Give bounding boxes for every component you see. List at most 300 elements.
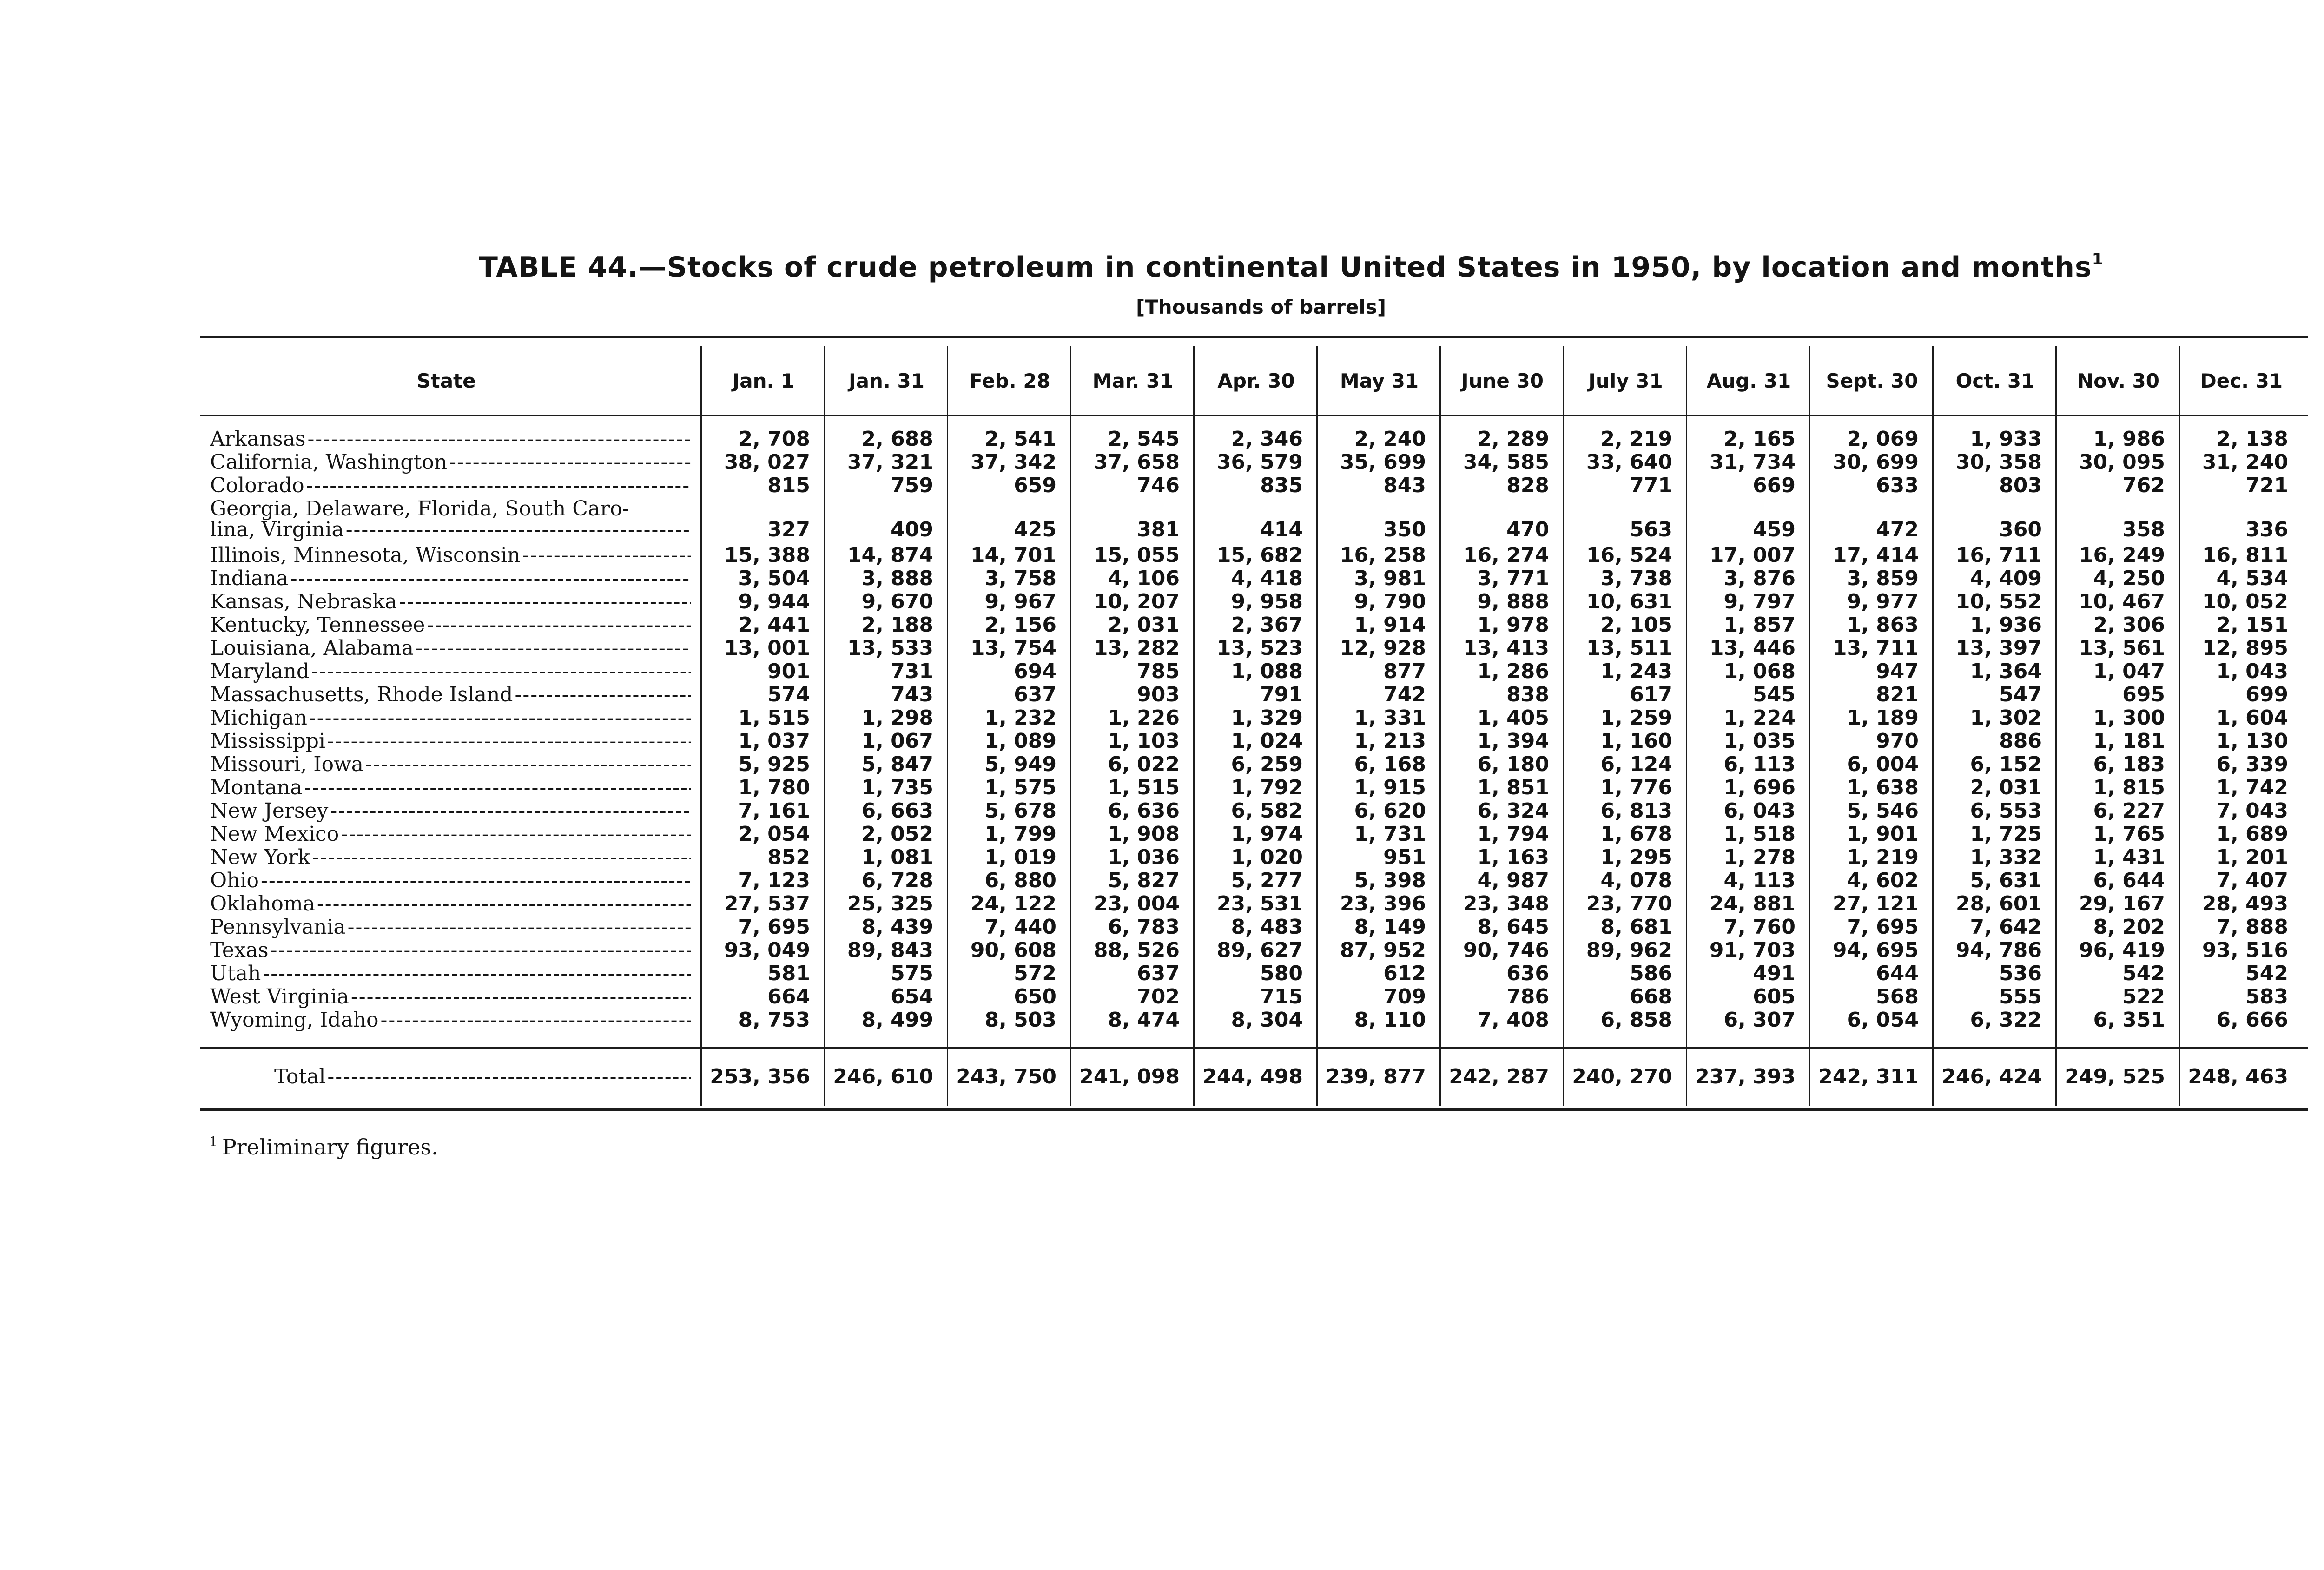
- table-cell: 491: [1753, 962, 1796, 985]
- table-cell: 970: [1876, 729, 1919, 753]
- table-cell: 2, 545: [1108, 427, 1180, 451]
- table-cell: 1, 364: [1970, 660, 2042, 683]
- table-cell: 580: [1260, 962, 1303, 985]
- table-cell: 1, 857: [1723, 613, 1796, 637]
- row-label: Ohio -----: [210, 869, 691, 892]
- table-cell: 7, 642: [1970, 915, 2042, 939]
- table-cell: 13, 446: [1709, 636, 1796, 660]
- table-cell: 1, 035: [1723, 729, 1796, 753]
- table-cell: 1, 515: [738, 706, 810, 730]
- table-cell: 24, 881: [1709, 892, 1796, 916]
- table-cell: 3, 876: [1723, 567, 1796, 590]
- table-cell: 1, 226: [1108, 706, 1180, 730]
- table-cell: 2, 105: [1600, 613, 1672, 637]
- table-cell: 545: [1753, 683, 1796, 706]
- table-cell: 1, 081: [861, 845, 933, 869]
- table-cell: 542: [2245, 962, 2288, 985]
- table-row: [0, 962, 2324, 985]
- table-cell: 721: [2245, 474, 2288, 497]
- table-cell: 6, 113: [1723, 752, 1796, 776]
- table-cell: 327: [767, 518, 810, 541]
- table-cell: 785: [1137, 660, 1180, 683]
- table-cell: 7, 695: [1847, 915, 1919, 939]
- table-cell: 37, 658: [1093, 450, 1180, 474]
- row-label: lina, Virginia -----: [210, 518, 691, 541]
- table-cell: 1, 298: [861, 706, 933, 730]
- footnote: [209, 1134, 438, 1160]
- row-label: Michigan -----: [210, 706, 691, 730]
- table-row: [0, 637, 2324, 660]
- row-label: Georgia, Delaware, Florida, South Caro-: [210, 497, 629, 521]
- table-cell: 6, 666: [2216, 1008, 2288, 1032]
- table-row: [0, 939, 2324, 962]
- table-cell: 1, 302: [1970, 706, 2042, 730]
- table-cell: 8, 503: [984, 1008, 1056, 1032]
- table-cell: 2, 346: [1231, 427, 1303, 451]
- table-cell: 23, 770: [1586, 892, 1672, 916]
- table-cell: 14, 701: [970, 543, 1056, 567]
- table-cell: 15, 682: [1216, 543, 1303, 567]
- table-cell: 1, 792: [1231, 776, 1303, 799]
- table-cell: 1, 089: [984, 729, 1056, 753]
- table-cell: 1, 431: [2093, 845, 2165, 869]
- table-cell: 9, 670: [861, 590, 933, 613]
- table-cell: 2, 541: [984, 427, 1056, 451]
- table-row: [0, 660, 2324, 683]
- table-cell: 637: [1137, 962, 1180, 985]
- table-cell: 93, 516: [2202, 938, 2288, 962]
- total-cell: 246, 424: [1941, 1065, 2042, 1088]
- table-cell: 13, 533: [847, 636, 933, 660]
- table-cell: 1, 678: [1600, 822, 1672, 846]
- table-cell: 664: [767, 985, 810, 1009]
- table-cell: 10, 052: [2202, 590, 2288, 613]
- table-cell: 5, 398: [1354, 869, 1426, 892]
- total-row: [0, 1065, 2324, 1088]
- table-cell: 25, 325: [847, 892, 933, 916]
- table-cell: 409: [891, 518, 933, 541]
- row-label: Montana -----: [210, 776, 691, 799]
- table-cell: 8, 110: [1354, 1008, 1426, 1032]
- table-cell: 8, 681: [1600, 915, 1672, 939]
- table-cell: 715: [1260, 985, 1303, 1009]
- table-cell: 8, 483: [1231, 915, 1303, 939]
- table-cell: 3, 738: [1600, 567, 1672, 590]
- table-cell: 91, 703: [1709, 938, 1796, 962]
- table-cell: 572: [1014, 962, 1056, 985]
- table-cell: 568: [1876, 985, 1919, 1009]
- table-cell: 472: [1876, 518, 1919, 541]
- total-cell: 239, 877: [1326, 1065, 1426, 1088]
- table-cell: 350: [1383, 518, 1426, 541]
- total-cell: 248, 463: [2188, 1065, 2288, 1088]
- table-cell: 617: [1630, 683, 1672, 706]
- table-cell: 8, 645: [1477, 915, 1549, 939]
- table-cell: 1, 765: [2093, 822, 2165, 846]
- table-cell: 12, 895: [2202, 636, 2288, 660]
- table-cell: 8, 149: [1354, 915, 1426, 939]
- table-row: [0, 823, 2324, 846]
- table-cell: 8, 304: [1231, 1008, 1303, 1032]
- table-cell: 2, 188: [861, 613, 933, 637]
- table-cell: 1, 815: [2093, 776, 2165, 799]
- table-cell: 1, 696: [1723, 776, 1796, 799]
- table-cell: 93, 049: [724, 938, 810, 962]
- table-cell: 3, 771: [1477, 567, 1549, 590]
- table-cell: 1, 780: [738, 776, 810, 799]
- table-cell: 88, 526: [1093, 938, 1180, 962]
- table-cell: 1, 799: [984, 822, 1056, 846]
- table-cell: 742: [1383, 683, 1426, 706]
- row-label: Indiana -----: [210, 567, 691, 590]
- row-label: Massachusetts, Rhode Island -----: [210, 683, 691, 706]
- table-cell: 23, 004: [1093, 892, 1180, 916]
- column-header: June 30: [1461, 369, 1544, 392]
- column-header: Nov. 30: [2077, 369, 2159, 392]
- table-cell: 1, 515: [1108, 776, 1180, 799]
- table-cell: 15, 055: [1093, 543, 1180, 567]
- total-cell: 242, 311: [1818, 1065, 1919, 1088]
- row-label: West Virginia -----: [210, 985, 691, 1009]
- table-cell: 8, 753: [738, 1008, 810, 1032]
- column-header: May 31: [1340, 369, 1419, 392]
- table-cell: 6, 183: [2093, 752, 2165, 776]
- table-cell: 6, 783: [1108, 915, 1180, 939]
- total-cell: 246, 610: [833, 1065, 933, 1088]
- table-cell: 9, 888: [1477, 590, 1549, 613]
- table-row: [0, 683, 2324, 706]
- table-cell: 1, 331: [1354, 706, 1426, 730]
- table-cell: 9, 790: [1354, 590, 1426, 613]
- table-cell: 1, 908: [1108, 822, 1180, 846]
- table-cell: 4, 418: [1231, 567, 1303, 590]
- table-cell: 1, 219: [1847, 845, 1919, 869]
- table-cell: 425: [1014, 518, 1056, 541]
- table-cell: 1, 232: [984, 706, 1056, 730]
- table-cell: 459: [1753, 518, 1796, 541]
- table-cell: 360: [1999, 518, 2042, 541]
- table-cell: 4, 987: [1477, 869, 1549, 892]
- table-cell: 574: [767, 683, 810, 706]
- table-cell: 4, 409: [1970, 567, 2042, 590]
- table-cell: 6, 663: [861, 799, 933, 823]
- table-cell: 1, 604: [2216, 706, 2288, 730]
- table-cell: 3, 888: [861, 567, 933, 590]
- table-cell: 886: [1999, 729, 2042, 753]
- table-cell: 694: [1014, 660, 1056, 683]
- table-row: [0, 518, 2324, 541]
- table-cell: 35, 699: [1340, 450, 1426, 474]
- table-cell: 16, 249: [2079, 543, 2165, 567]
- table-row: [0, 730, 2324, 753]
- row-label: Arkansas -----: [210, 428, 691, 451]
- table-cell: 30, 358: [1955, 450, 2042, 474]
- table-cell: 6, 728: [861, 869, 933, 892]
- row-label: Maryland -----: [210, 660, 691, 683]
- row-label: Louisiana, Alabama -----: [210, 637, 691, 660]
- table-cell: 947: [1876, 660, 1919, 683]
- table-cell: 575: [891, 962, 933, 985]
- table-cell: 23, 396: [1340, 892, 1426, 916]
- table-row: [0, 1009, 2324, 1032]
- table-cell: 16, 524: [1586, 543, 1672, 567]
- table-cell: 6, 553: [1970, 799, 2042, 823]
- table-cell: 7, 408: [1477, 1008, 1549, 1032]
- table-cell: 3, 859: [1847, 567, 1919, 590]
- table-cell: 542: [2122, 962, 2165, 985]
- table-row: [0, 916, 2324, 939]
- table-cell: 6, 152: [1970, 752, 2042, 776]
- table-cell: 89, 627: [1216, 938, 1303, 962]
- table-cell: 30, 095: [2079, 450, 2165, 474]
- table-row: [0, 544, 2324, 567]
- table-cell: 1, 405: [1477, 706, 1549, 730]
- table-cell: 6, 124: [1600, 752, 1672, 776]
- table-cell: 1, 189: [1847, 706, 1919, 730]
- table-cell: 4, 078: [1600, 869, 1672, 892]
- table-cell: 583: [2245, 985, 2288, 1009]
- table-cell: 90, 608: [970, 938, 1056, 962]
- table-cell: 87, 952: [1340, 938, 1426, 962]
- table-cell: 650: [1014, 985, 1056, 1009]
- table-cell: 37, 321: [847, 450, 933, 474]
- table-cell: 612: [1383, 962, 1426, 985]
- table-cell: 4, 106: [1108, 567, 1180, 590]
- table-cell: 90, 746: [1463, 938, 1549, 962]
- table-cell: 7, 407: [2216, 869, 2288, 892]
- table-cell: 14, 874: [847, 543, 933, 567]
- table-row: [0, 613, 2324, 637]
- column-header: Oct. 31: [1955, 369, 2035, 392]
- table-cell: 6, 259: [1231, 752, 1303, 776]
- table-cell: 16, 258: [1340, 543, 1426, 567]
- table-cell: 13, 561: [2079, 636, 2165, 660]
- table-cell: 13, 282: [1093, 636, 1180, 660]
- table-cell: 2, 069: [1847, 427, 1919, 451]
- row-label: New Mexico -----: [210, 823, 691, 846]
- table-cell: 5, 847: [861, 752, 933, 776]
- table-cell: 771: [1630, 474, 1672, 497]
- table-cell: 746: [1137, 474, 1180, 497]
- table-cell: 23, 348: [1463, 892, 1549, 916]
- table-cell: 1, 689: [2216, 822, 2288, 846]
- table-cell: 695: [2122, 683, 2165, 706]
- column-header: Dec. 31: [2200, 369, 2283, 392]
- table-cell: 555: [1999, 985, 2042, 1009]
- table-cell: 1, 181: [2093, 729, 2165, 753]
- table-cell: 1, 067: [861, 729, 933, 753]
- table-cell: 1, 213: [1354, 729, 1426, 753]
- table-cell: 27, 537: [724, 892, 810, 916]
- table-cell: 7, 760: [1723, 915, 1796, 939]
- table-cell: 1, 518: [1723, 822, 1796, 846]
- column-header: July 31: [1588, 369, 1663, 392]
- table-cell: 470: [1506, 518, 1549, 541]
- table-cell: 28, 601: [1955, 892, 2042, 916]
- table-cell: 1, 259: [1600, 706, 1672, 730]
- row-label: New York -----: [210, 846, 691, 869]
- table-cell: 586: [1630, 962, 1672, 985]
- table-cell: 1, 024: [1231, 729, 1303, 753]
- table-cell: 951: [1383, 845, 1426, 869]
- table-cell: 3, 758: [984, 567, 1056, 590]
- table-cell: 1, 974: [1231, 822, 1303, 846]
- table-cell: 38, 027: [724, 450, 810, 474]
- table-cell: 1, 851: [1477, 776, 1549, 799]
- table-cell: 6, 813: [1600, 799, 1672, 823]
- table-cell: 1, 742: [2216, 776, 2288, 799]
- table-cell: 668: [1630, 985, 1672, 1009]
- table-cell: 17, 414: [1832, 543, 1919, 567]
- row-label: Kansas, Nebraska -----: [210, 590, 691, 613]
- table-cell: 1, 776: [1600, 776, 1672, 799]
- total-cell: 244, 498: [1202, 1065, 1303, 1088]
- table-cell: 6, 307: [1723, 1008, 1796, 1032]
- table-cell: 7, 695: [738, 915, 810, 939]
- table-cell: 13, 413: [1463, 636, 1549, 660]
- table-cell: 654: [891, 985, 933, 1009]
- table-cell: 5, 949: [984, 752, 1056, 776]
- table-cell: 3, 981: [1354, 567, 1426, 590]
- total-cell: 243, 750: [956, 1065, 1056, 1088]
- total-cell: 240, 270: [1572, 1065, 1672, 1088]
- table-cell: 669: [1753, 474, 1796, 497]
- stub-header: State: [416, 369, 476, 392]
- table-cell: 709: [1383, 985, 1426, 1009]
- table-cell: 838: [1506, 683, 1549, 706]
- table-cell: 1, 863: [1847, 613, 1919, 637]
- table-cell: 414: [1260, 518, 1303, 541]
- table-cell: 2, 219: [1600, 427, 1672, 451]
- table-cell: 636: [1506, 962, 1549, 985]
- table-cell: 1, 160: [1600, 729, 1672, 753]
- table-cell: 6, 636: [1108, 799, 1180, 823]
- table-cell: 1, 731: [1354, 822, 1426, 846]
- table-cell: 36, 579: [1216, 450, 1303, 474]
- table-cell: 6, 339: [2216, 752, 2288, 776]
- table-row: [0, 451, 2324, 474]
- table-cell: 17, 007: [1709, 543, 1796, 567]
- table-row: [0, 428, 2324, 451]
- table-cell: 15, 388: [724, 543, 810, 567]
- column-header: Jan. 1: [732, 369, 795, 392]
- table-cell: 12, 928: [1340, 636, 1426, 660]
- table-cell: 7, 123: [738, 869, 810, 892]
- table-cell: 1, 295: [1600, 845, 1672, 869]
- table-cell: 37, 342: [970, 450, 1056, 474]
- table-cell: 815: [767, 474, 810, 497]
- column-header: Feb. 28: [969, 369, 1050, 392]
- table-cell: 16, 711: [1955, 543, 2042, 567]
- table-cell: 852: [767, 845, 810, 869]
- table-cell: 10, 207: [1093, 590, 1180, 613]
- table-cell: 8, 202: [2093, 915, 2165, 939]
- table-cell: 13, 397: [1955, 636, 2042, 660]
- table-cell: 3, 504: [738, 567, 810, 590]
- table-cell: 5, 678: [984, 799, 1056, 823]
- total-cell: 237, 393: [1695, 1065, 1796, 1088]
- table-cell: 34, 585: [1463, 450, 1549, 474]
- table-cell: 743: [891, 683, 933, 706]
- table-cell: 786: [1506, 985, 1549, 1009]
- column-header: Jan. 31: [849, 369, 924, 392]
- table-cell: 1, 725: [1970, 822, 2042, 846]
- table-cell: 9, 797: [1723, 590, 1796, 613]
- row-label: Illinois, Minnesota, Wisconsin -----: [210, 544, 691, 567]
- table-cell: 1, 914: [1354, 613, 1426, 637]
- table-cell: 2, 708: [738, 427, 810, 451]
- table-cell: 6, 644: [2093, 869, 2165, 892]
- table-cell: 2, 054: [738, 822, 810, 846]
- table-cell: 5, 546: [1847, 799, 1919, 823]
- table-cell: 877: [1383, 660, 1426, 683]
- table-cell: 1, 088: [1231, 660, 1303, 683]
- table-cell: 1, 300: [2093, 706, 2165, 730]
- table-cell: 1, 394: [1477, 729, 1549, 753]
- table-subtitle: [Thousands of barrels]: [1136, 296, 1386, 318]
- table-cell: 336: [2245, 518, 2288, 541]
- table-cell: 2, 165: [1723, 427, 1796, 451]
- table-cell: 2, 156: [984, 613, 1056, 637]
- footnote-text: Preliminary figures.: [222, 1135, 438, 1160]
- table-cell: 1, 286: [1477, 660, 1549, 683]
- table-cell: 2, 031: [1970, 776, 2042, 799]
- table-cell: 1, 933: [1970, 427, 2042, 451]
- column-header: Apr. 30: [1217, 369, 1295, 392]
- table-row: [0, 776, 2324, 799]
- footnote-mark: 1: [209, 1134, 218, 1149]
- table-cell: 5, 827: [1108, 869, 1180, 892]
- total-cell: 242, 287: [1449, 1065, 1549, 1088]
- table-cell: 2, 289: [1477, 427, 1549, 451]
- table-row: [0, 892, 2324, 916]
- total-cell: 253, 356: [710, 1065, 810, 1088]
- row-label: California, Washington -----: [210, 451, 691, 474]
- table-cell: 731: [891, 660, 933, 683]
- table-cell: 637: [1014, 683, 1056, 706]
- table-cell: 1, 068: [1723, 660, 1796, 683]
- table-cell: 8, 439: [861, 915, 933, 939]
- table-row: [0, 590, 2324, 613]
- table-cell: 903: [1137, 683, 1180, 706]
- table-cell: 1, 047: [2093, 660, 2165, 683]
- table-cell: 702: [1137, 985, 1180, 1009]
- table-cell: 5, 925: [738, 752, 810, 776]
- table-cell: 6, 004: [1847, 752, 1919, 776]
- table-cell: 1, 915: [1354, 776, 1426, 799]
- table-cell: 1, 037: [738, 729, 810, 753]
- table-cell: 1, 043: [2216, 660, 2288, 683]
- table-cell: 23, 531: [1216, 892, 1303, 916]
- table-cell: 28, 493: [2202, 892, 2288, 916]
- table-cell: 7, 043: [2216, 799, 2288, 823]
- table-cell: 6, 880: [984, 869, 1056, 892]
- table-cell: 1, 638: [1847, 776, 1919, 799]
- table-cell: 16, 811: [2202, 543, 2288, 567]
- table-cell: 6, 322: [1970, 1008, 2042, 1032]
- table-cell: 94, 695: [1832, 938, 1919, 962]
- table-cell: 2, 306: [2093, 613, 2165, 637]
- table-cell: 16, 274: [1463, 543, 1549, 567]
- table-cell: 1, 936: [1970, 613, 2042, 637]
- table-cell: 8, 499: [861, 1008, 933, 1032]
- table-cell: 5, 277: [1231, 869, 1303, 892]
- table-cell: 1, 243: [1600, 660, 1672, 683]
- title-footnote-mark: 1: [2092, 250, 2104, 269]
- table-cell: 901: [767, 660, 810, 683]
- table-cell: 1, 036: [1108, 845, 1180, 869]
- total-label: Total -----: [274, 1065, 691, 1088]
